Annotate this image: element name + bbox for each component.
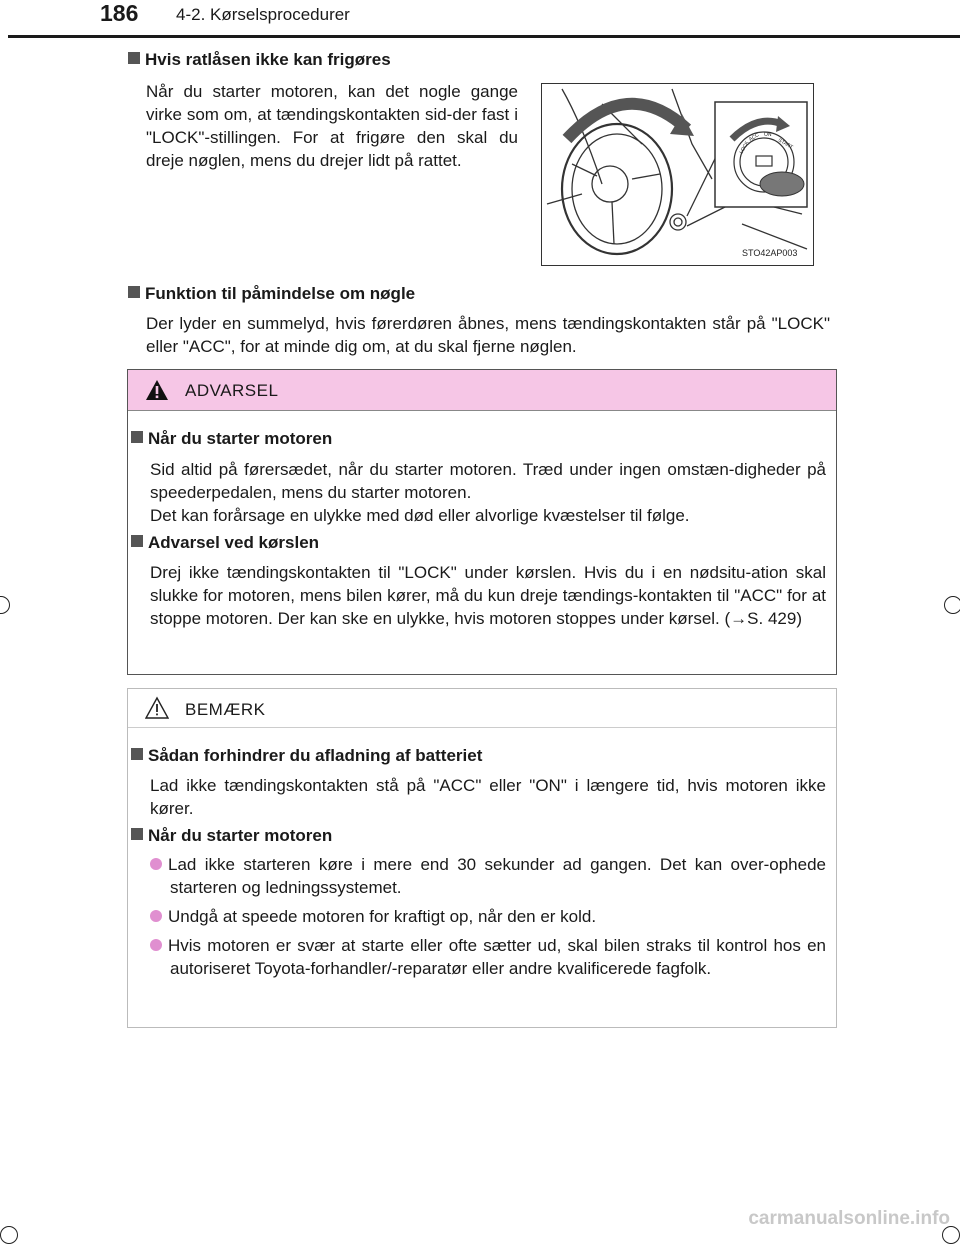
page-reference[interactable]: S. 429): [747, 609, 802, 628]
square-bullet-icon: [131, 748, 143, 760]
square-bullet-icon: [128, 286, 140, 298]
square-bullet-icon: [131, 535, 143, 547]
steering-lock-text: Når du starter motoren, kan det nogle gange virke som om, at tændingskontakten sid-der fast i "LOCK"-stillingen. For at frigøre den skal du dreje nøglen, mens du drejer lidt på rattet.: [146, 82, 518, 170]
figure-label: STO42AP003: [742, 248, 798, 258]
ignition-position-label: LOCK: [738, 140, 751, 155]
round-bullet-icon: [150, 910, 162, 922]
watermark: carmanualsonline.info: [748, 1208, 950, 1229]
warning-heading-start: Når du starter motoren: [131, 429, 332, 449]
heading-key-reminder: Funktion til påmindelse om nøgle: [128, 284, 415, 304]
heading-steering-lock: Hvis ratlåsen ikke kan frigøres: [128, 50, 391, 70]
warning-start-consequence: Det kan forårsage en ulykke med død eller alvorlige kvæstelser til følge.: [150, 506, 690, 525]
registration-mark-icon: [0, 596, 10, 614]
ignition-position-label: ACC: [748, 132, 761, 143]
note-box: [127, 688, 837, 1028]
registration-mark-icon: [0, 1226, 18, 1244]
warning-driving-text: Drej ikke tændingskontakten til "LOCK" under kørslen. Hvis du i en nødsitu-ation skal slukke for motoren, mens bilen kører, må du kun dreje tændings-kontakten til "ACC" for at stoppe motoren. Der kan ske en ulykke, hvis motoren stoppes under kørsel. (→S. 429): [150, 563, 826, 628]
warning-start-text: Sid altid på førersædet, når du starter motoren. Træd under ingen omstæn-digheder på speederpedalen, mens du starter motoren.: [150, 460, 826, 502]
note-item: Undgå at speede motoren for kraftigt op, når den er kold.: [150, 905, 826, 928]
note-header: [128, 689, 836, 728]
caution-triangle-icon: [145, 696, 169, 720]
ignition-position-label: START: [777, 137, 794, 151]
note-item: Lad ikke starteren køre i mere end 30 sekunder ad gangen. Det kan over-ophede starteren og ledningssystemet.: [150, 853, 826, 899]
registration-mark-icon: [944, 596, 960, 614]
key-reminder-text: Der lyder en summelyd, hvis førerdøren åbnes, mens tændingskontakten står på "LOCK" eller "ACC", for at minde dig om, at du skal fjerne nøglen.: [146, 314, 830, 356]
square-bullet-icon: [128, 52, 140, 64]
round-bullet-icon: [150, 858, 162, 870]
warning-box: [127, 369, 837, 675]
page-number: 186: [100, 0, 139, 26]
square-bullet-icon: [131, 828, 143, 840]
warning-triangle-icon: [145, 378, 169, 402]
note-heading-battery: Sådan forhindrer du afladning af batteriet: [131, 746, 482, 766]
ignition-position-label: ON: [764, 132, 772, 138]
round-bullet-icon: [150, 939, 162, 951]
square-bullet-icon: [131, 431, 143, 443]
warning-heading-driving: Advarsel ved kørslen: [131, 533, 319, 553]
note-battery-text: Lad ikke tændingskontakten stå på "ACC" eller "ON" i længere tid, hvis motoren ikke kører.: [150, 776, 826, 818]
warning-header: [128, 370, 836, 411]
warning-title: ADVARSEL: [185, 381, 279, 400]
section-title: 4-2. Kørselsprocedurer: [176, 5, 350, 24]
note-item: Hvis motoren er svær at starte eller ofte sætter ud, skal bilen straks til kontrol hos en autoriseret Toyota-forhandler/-reparatør eller andre kvalificerede fagfolk.: [150, 934, 826, 980]
header-rule: [8, 35, 960, 38]
page-ref-arrow-icon: →: [730, 609, 748, 628]
note-heading-start: Når du starter motoren: [131, 826, 332, 846]
steering-wheel-illustration: [541, 83, 814, 266]
note-title: BEMÆRK: [185, 700, 266, 719]
